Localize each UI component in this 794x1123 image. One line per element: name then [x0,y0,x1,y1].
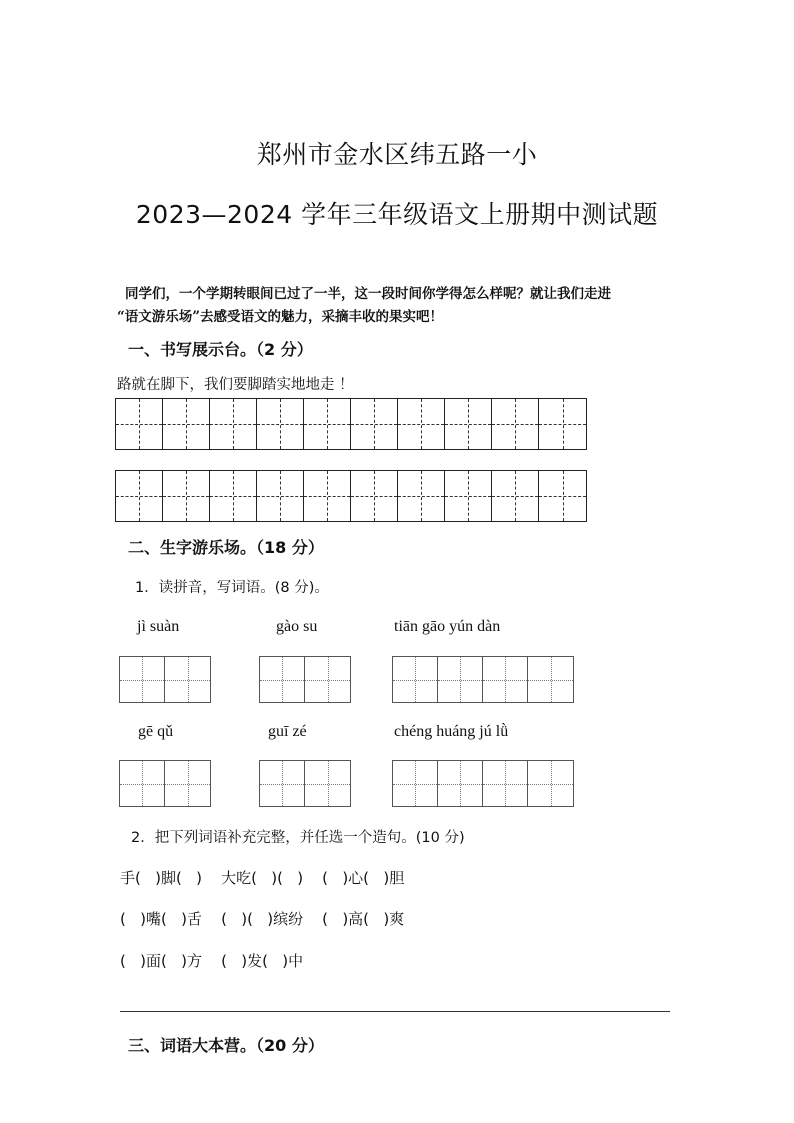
answer-box-tian-gao-yun-dan[interactable] [392,656,574,703]
answer-cell[interactable] [165,761,210,806]
pinyin-ge-qu: gē qǔ [138,723,174,740]
answer-box-gao-su[interactable] [259,656,351,703]
writing-cell[interactable] [210,471,257,521]
answer-cell[interactable] [528,657,573,702]
fill-line-3[interactable]: ( )面( )方 ( )发( )中 [120,952,304,970]
page-subtitle: 2023—2024 学年三年级语文上册期中测试题 [135,200,659,229]
answer-cell[interactable] [438,657,483,702]
writing-cell[interactable] [492,399,539,449]
writing-cell[interactable] [492,471,539,521]
writing-cell[interactable] [210,399,257,449]
answer-box-ji-suan[interactable] [119,656,211,703]
sentence-answer-line[interactable] [120,1011,670,1012]
section-3-heading: 三、词语大本营。（20 分） [128,1036,324,1055]
answer-cell[interactable] [120,761,165,806]
answer-cell[interactable] [305,761,350,806]
pinyin-tian-gao-yun-dan: tiān gāo yún dàn [394,618,501,635]
answer-box-ge-qu[interactable] [119,760,211,807]
writing-cell[interactable] [163,471,210,521]
writing-cell[interactable] [445,399,492,449]
section-1-heading: 一、书写展示台。（2 分） [128,340,313,359]
writing-cell[interactable] [163,399,210,449]
writing-cell[interactable] [116,471,163,521]
writing-grid-row-2[interactable] [115,470,587,522]
section-2-heading: 二、生字游乐场。（18 分） [128,538,324,557]
pinyin-gui-ze: guī zé [268,723,307,740]
writing-grid-row-1[interactable] [115,398,587,450]
section-1-prompt: 路就在脚下，我们要脚踏实地地走 ！ [117,377,354,393]
page-title: 郑州市金水区纬五路一小 [256,140,538,169]
answer-cell[interactable] [483,761,528,806]
writing-cell[interactable] [398,399,445,449]
answer-cell[interactable] [483,657,528,702]
writing-cell[interactable] [257,399,304,449]
pinyin-ji-suan: jì suàn [137,618,180,635]
writing-cell[interactable] [398,471,445,521]
answer-cell[interactable] [438,761,483,806]
pinyin-gao-su: gào su [276,618,318,635]
writing-cell[interactable] [304,471,351,521]
writing-cell[interactable] [304,399,351,449]
writing-cell[interactable] [445,471,492,521]
answer-cell[interactable] [393,761,438,806]
writing-cell[interactable] [351,399,398,449]
answer-box-cheng-huang-ju-lv[interactable] [392,760,574,807]
answer-cell[interactable] [393,657,438,702]
writing-cell[interactable] [351,471,398,521]
answer-cell[interactable] [305,657,350,702]
writing-cell[interactable] [257,471,304,521]
fill-line-1[interactable]: 手( )脚( ) 大吃( )( ) ( )心( )胆 [120,869,405,887]
fill-line-2[interactable]: ( )嘴( )舌 ( )( )缤纷 ( )高( )爽 [120,910,405,928]
answer-cell[interactable] [120,657,165,702]
intro-line-1: 同学们，一个学期转眼间已过了一半，这一段时间你学得怎么样呢？就让我们走进 [125,286,611,302]
answer-cell[interactable] [260,761,305,806]
intro-line-2: “语文游乐场”去感受语文的魅力，采摘丰收的果实吧！ [117,309,444,325]
intro-paragraph [117,283,717,329]
writing-cell[interactable] [539,399,586,449]
question-2-label: 2．把下列词语补充完整，并任选一个造句。(10 分) [131,830,465,846]
answer-cell[interactable] [260,657,305,702]
answer-box-gui-ze[interactable] [259,760,351,807]
answer-cell[interactable] [528,761,573,806]
answer-cell[interactable] [165,657,210,702]
writing-cell[interactable] [116,399,163,449]
writing-cell[interactable] [539,471,586,521]
question-1-label: 1．读拼音，写词语。(8 分)。 [135,580,329,596]
pinyin-cheng-huang-ju-lv: chéng huáng jú lǜ [394,723,509,740]
